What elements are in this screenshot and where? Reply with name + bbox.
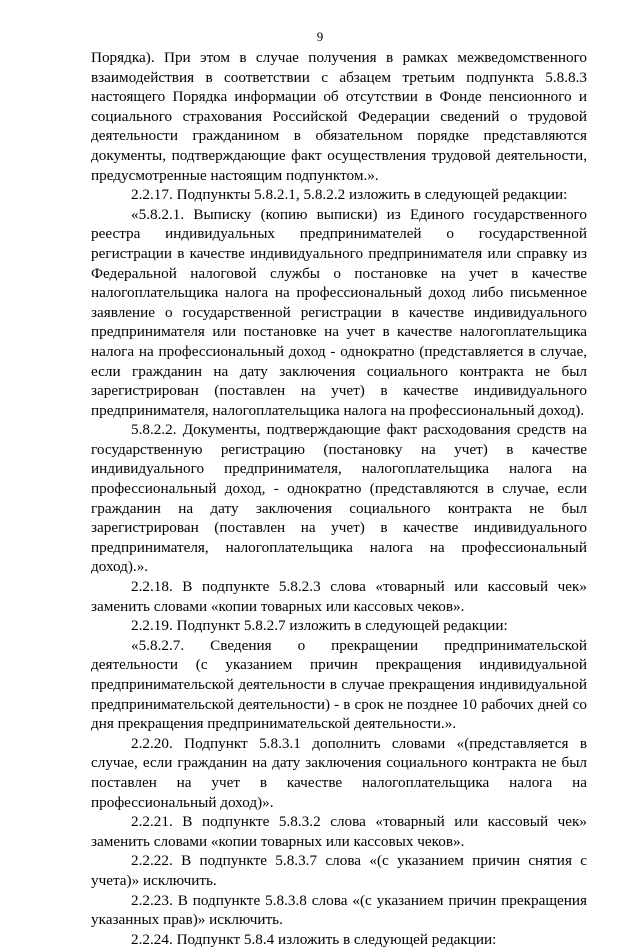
paragraph-2-2-19: 2.2.19. Подпункт 5.8.2.7 изложить в следующей редакции: <box>131 617 508 635</box>
paragraph-2-2-24: 2.2.24. Подпункт 5.8.4 изложить в следующей редакции: <box>131 930 497 948</box>
paragraph-5-8-2-7: «5.8.2.7. Сведения о прекращении предпринимательской деятельности (с указанием причин прекращения индивидуальной предпринимательской деятельности в случае прекращения индивидуальной предпринимательской деятельности) - в срок не позднее 10 рабочих дней со дня прекращения предпринимательской деятельности.». <box>91 636 587 733</box>
paragraph-2-2-18: 2.2.18. В подпункте 5.8.2.3 слова «товарный или кассовый чек» заменить словами «копии товарных или кассовых чеков». <box>91 578 587 615</box>
paragraph-2-2-22: 2.2.22. В подпункте 5.8.3.7 слова «(с указанием причин снятия с учета)» исключить. <box>91 852 587 889</box>
paragraph-2-2-21: 2.2.21. В подпункте 5.8.3.2 слова «товарный или кассовый чек» заменить словами «копии товарных или кассовых чеков». <box>91 813 587 850</box>
paragraph-continuation: Порядка). При этом в случае получения в рамках межведомственного взаимодействия в соответствии с абзацем третьим подпункта 5.8.8.3 настоящего Порядка информации об отсутствии в Фонде пенсионного и социального страхования Российской Федерации сведений о трудовой деятельности гражданином в обязательном порядке представляются документы, подтверждающие факт осуществления трудовой деятельности, предусмотренные настоящим подпунктом.». <box>91 49 587 184</box>
document-body <box>91 48 587 949</box>
paragraph-2-2-17: 2.2.17. Подпункты 5.8.2.1, 5.8.2.2 изложить в следующей редакции: <box>131 186 568 204</box>
page-number: 9 <box>316 29 324 44</box>
paragraph-2-2-20: 2.2.20. Подпункт 5.8.3.1 дополнить словами «(представляется в случае, если гражданин на дату заключения социального контракта не был поставлен на учет в качестве налогоплательщика налога на профессиональный доход)». <box>91 734 587 811</box>
paragraph-2-2-23: 2.2.23. В подпункте 5.8.3.8 слова «(с указанием причин прекращения указанных прав)» исключить. <box>91 891 587 929</box>
paragraph-5-8-2-2: 5.8.2.2. Документы, подтверждающие факт расходования средств на государственную регистрацию (постановку на учет) в качестве индивидуального предпринимателя, налогоплательщика налога на профессиональный доход, - однократно (представляются в случае, если гражданин на дату заключения социального контракта не был зарегистрирован (поставлен на учет) в качестве индивидуального предпринимателя, налогоплательщика налога на профессиональный доход).». <box>91 421 587 576</box>
paragraph-5-8-2-1: «5.8.2.1. Выписку (копию выписки) из Единого государственного реестра индивидуальных предпринимателей о государственной регистрации в качестве индивидуального предпринимателя или справку из Федеральной налоговой службы о постановке на учет в качестве налогоплательщика налога на профессиональный доход либо письменное заявление о государственной регистрации в качестве индивидуального предпринимателя или постановке на учет в качестве налогоплательщика налога на профессиональный доход - однократно (представляется в случае, если гражданин на дату заключения социального контракта не был зарегистрирован (поставлен на учет) в качестве индивидуального предпринимателя, налогоплательщика налога на профессиональный доход). <box>91 205 587 419</box>
